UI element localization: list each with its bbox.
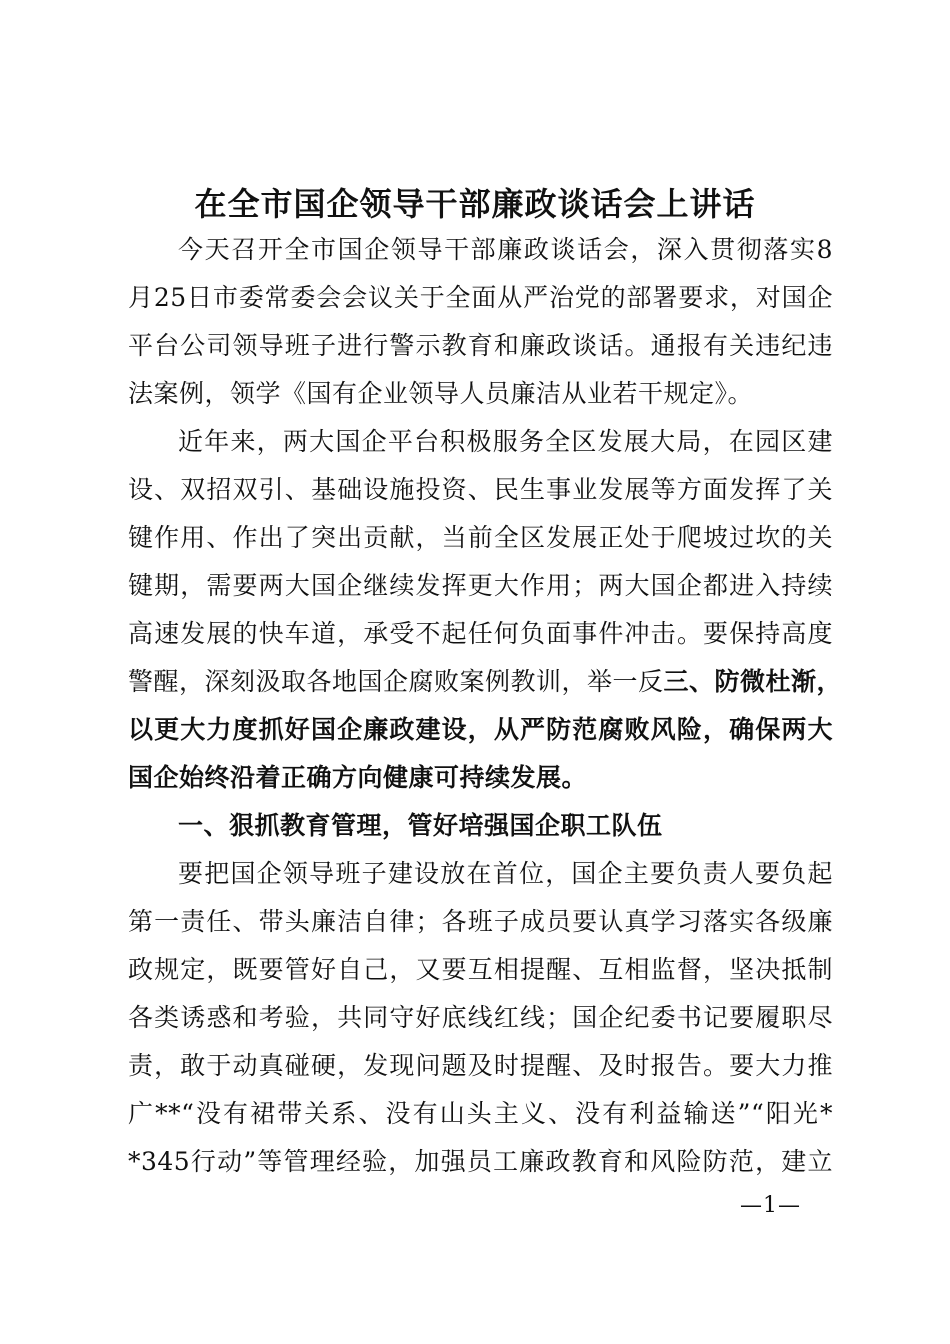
section-heading: 一、狠抓教育管理，管好培强国企职工队伍: [178, 811, 663, 840]
paragraph-line: 第一责任、带头廉洁自律；各班子成员要认真学习落实各级廉: [128, 907, 833, 936]
paragraph-line-mixed: [128, 658, 843, 706]
page-number: —1—: [740, 1193, 801, 1218]
paragraph-line: 月25日市委常委会会议关于全面从严治党的部署要求，对国企: [128, 283, 833, 312]
paragraph-line: 广**“没有裙带关系、没有山头主义、没有利益输送”“阳光*: [128, 1099, 833, 1128]
paragraph-line: 法案例，领学《国有企业领导人员廉洁从业若干规定》。: [128, 379, 754, 408]
paragraph-line: 近年来，两大国企平台积极服务全区发展大局，在园区建: [178, 427, 833, 456]
paragraph-line: 键期，需要两大国企继续发挥更大作用；两大国企都进入持续: [128, 571, 833, 600]
emphasis-line: 以更大力度抓好国企廉政建设，从严防范腐败风险，确保两大: [128, 715, 833, 744]
page-title: 在全市国企领导干部廉政谈话会上讲话: [194, 185, 756, 223]
emphasis-text: 三、防微杜渐，: [663, 667, 843, 696]
paragraph-line: 要把国企领导班子建设放在首位，国企主要负责人要负起: [178, 859, 833, 888]
paragraph-line: *345行动”等管理经验，加强员工廉政教育和风险防范，建立: [128, 1147, 833, 1176]
paragraph-line: 设、双招双引、基础设施投资、民生事业发展等方面发挥了关: [128, 475, 833, 504]
paragraph-text: 警醒，深刻汲取各地国企腐败案例教训，举一反: [128, 667, 664, 696]
paragraph-line: 各类诱惑和考验，共同守好底线红线；国企纪委书记要履职尽: [128, 1003, 833, 1032]
paragraph-line: 键作用、作出了突出贡献，当前全区发展正处于爬坡过坎的关: [128, 523, 833, 552]
paragraph-line: 责，敢于动真碰硬，发现问题及时提醒、及时报告。要大力推: [128, 1051, 833, 1080]
paragraph-line: 高速发展的快车道，承受不起任何负面事件冲击。要保持高度: [128, 619, 833, 648]
paragraph-line: 今天召开全市国企领导干部廉政谈话会，深入贯彻落实8: [178, 235, 833, 264]
emphasis-line: 国企始终沿着正确方向健康可持续发展。: [128, 763, 588, 792]
paragraph-line: 政规定，既要管好自己，又要互相提醒、互相监督，坚决抵制: [128, 955, 833, 984]
paragraph-line: 平台公司领导班子进行警示教育和廉政谈话。通报有关违纪违: [128, 331, 833, 360]
